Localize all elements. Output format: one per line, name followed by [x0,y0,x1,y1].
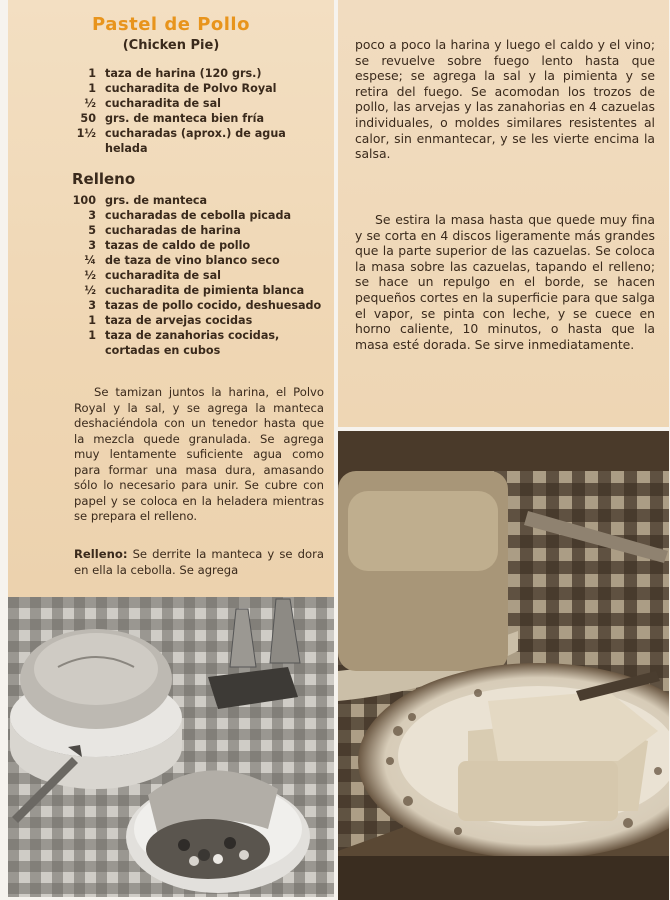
ingredient-qty: 1 [88,82,96,95]
ingredient-qty: ¼ [84,254,96,267]
ingredient-row [8,126,326,156]
ingredient-row [8,81,326,96]
filling-instructions-text: Se derrite la manteca y se dora en ella la cebolla. Se agrega [74,547,324,577]
ingredient-qty: ½ [84,284,96,297]
ingredient-qty: 1 [88,67,96,80]
ingredient-row [8,253,326,268]
ingredient-text: taza de arvejas cocidas [105,314,253,327]
ingredient-row [8,238,326,253]
filling-instructions-start [74,547,324,578]
ingredient-row [8,298,326,313]
chicken-pie-photo-bw [8,597,334,897]
ingredient-qty: 3 [88,239,96,252]
ingredient-qty: ½ [84,97,96,110]
ingredient-row [8,193,326,208]
ingredient-qty: 50 [80,112,96,125]
filling-instructions-continued: poco a poco la harina y luego el caldo y el vino; se revuelve sobre fuego lento hasta que espese; se agrega la sal y la pimienta y se retira del fuego. Se acomodan los trozos de pollo, las arvejas y las zanahorias en 4 cazuelas individuales, o moldes similares resistentes al calor, sin enmantecar, y se les vierte encima la salsa. [355,37,655,162]
ingredient-text: grs. de manteca bien fría [105,112,265,125]
ingredient-qty: 1 [88,314,96,327]
dough-instructions: Se tamizan juntos la harina, el Polvo Royal y la sal, y se agrega la manteca deshaciéndola con un tenedor hasta que la mezcla quede granulada. Se agrega muy lentamente suficiente agua como para formar una masa dura, amasando sólo lo necesario para unir. Se cubre con papel y se coloca en la heladera mientras se prepara el relleno. [74,385,324,523]
ingredient-qty: 100 [72,194,96,207]
ingredient-qty: 3 [88,299,96,312]
recipe-page-left [8,0,334,597]
ingredient-row [8,223,326,238]
ingredient-row [8,328,326,358]
ingredient-row [8,111,326,126]
ingredient-text: taza de harina (120 grs.) [105,67,262,80]
dough-ingredient-list [8,66,326,156]
ingredient-text: cucharadas (aprox.) de agua helada [105,127,286,155]
ingredient-text: tazas de pollo cocido, deshuesado [105,299,322,312]
ingredient-text: grs. de manteca [105,194,208,207]
ingredient-qty: 1½ [76,127,96,140]
ingredient-text: taza de zanahorias cocidas, cortadas en cubos [105,329,280,357]
ingredient-row [8,268,326,283]
chicken-pie-photo-sepia [338,431,669,900]
recipe-subtitle: (Chicken Pie) [122,38,220,53]
ingredient-row [8,66,326,81]
ingredient-row [8,208,326,223]
ingredient-qty: 1 [88,329,96,342]
recipe-page-right [338,0,669,427]
ingredient-qty: ½ [84,269,96,282]
filling-ingredient-list [8,193,326,358]
ingredient-qty: 5 [88,224,96,237]
ingredient-text: tazas de caldo de pollo [105,239,251,252]
ingredient-text: cucharadas de cebolla picada [105,209,292,222]
filling-heading: Relleno [72,170,136,188]
ingredient-qty: 3 [88,209,96,222]
recipe-title: Pastel de Pollo [92,14,250,35]
ingredient-text: cucharadita de sal [105,97,221,110]
plated-chicken-pie-illustration [338,431,669,900]
filling-instructions-label: Relleno: [74,547,128,561]
ingredient-row [8,283,326,298]
ingredient-row [8,96,326,111]
ingredient-text: cucharadita de pimienta blanca [105,284,305,297]
assembly-instructions: Se estira la masa hasta que quede muy fina y se corta en 4 discos ligeramente más grandes que la parte superior de las cazuelas. Se coloca la masa sobre las cazuelas, tapando el relleno; se hace un repulgo en el borde, se hacen pequeños cortes en la superficie para que salga el vapor, se pinta con leche, y se cuece en horno caliente, 10 minutos, o hasta que la masa esté dorada. Se sirve inmediatamente. [355,212,655,352]
ingredient-row [8,313,326,328]
ingredient-text: cucharadita de sal [105,269,221,282]
ingredient-text: cucharadas de harina [105,224,241,237]
ingredient-text: de taza de vino blanco seco [105,254,280,267]
chicken-pie-illustration [8,597,334,897]
ingredient-text: cucharadita de Polvo Royal [105,82,277,95]
